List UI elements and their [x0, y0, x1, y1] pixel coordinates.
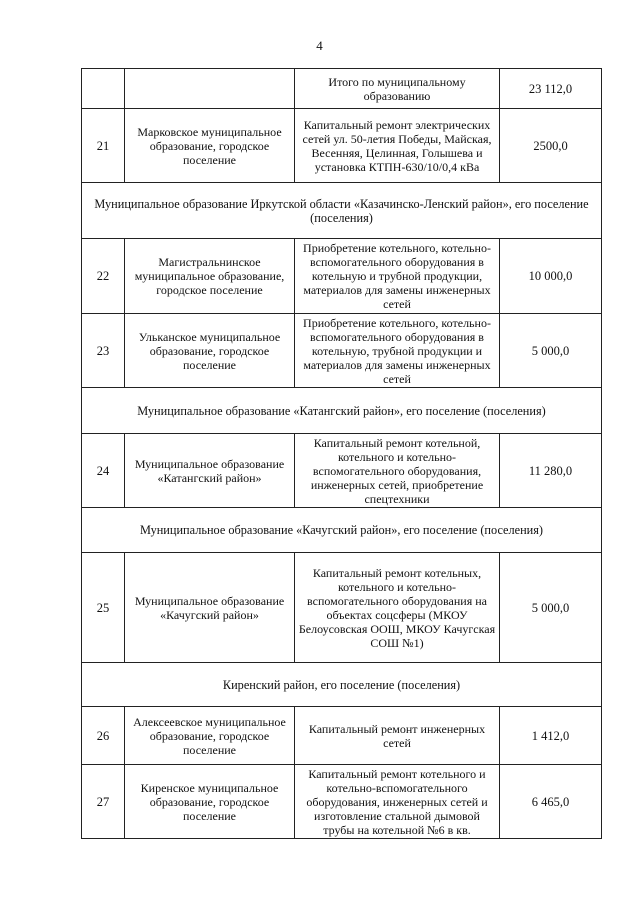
table-row — [82, 69, 602, 109]
section-title: Муниципальное образование Иркутской области «Казачинско-Ленский район», его поселение (поселения) — [82, 183, 602, 239]
funding-amount: 1 412,0 — [500, 707, 602, 765]
work-description: Итого по муниципальному образованию — [295, 69, 500, 109]
funding-amount: 11 280,0 — [500, 434, 602, 508]
funding-table — [81, 68, 602, 839]
work-description: Капитальный ремонт электрических сетей ул. 50-летия Победы, Майская, Весенняя, Целинная, Голышева и установка КТПН-630/10/0,4 кВа — [295, 109, 500, 183]
funding-amount: 5 000,0 — [500, 553, 602, 663]
municipality-name: Киренское муниципальное образование, городское поселение — [125, 765, 295, 839]
table-row — [82, 109, 602, 183]
row-number: 27 — [82, 765, 125, 839]
table-row — [82, 553, 602, 663]
table-row — [82, 314, 602, 388]
municipality-name — [125, 69, 295, 109]
row-number: 21 — [82, 109, 125, 183]
work-description: Капитальный ремонт инженерных сетей — [295, 707, 500, 765]
section-title: Муниципальное образование «Качугский район», его поселение (поселения) — [82, 508, 602, 553]
work-description: Капитальный ремонт котельного и котельно-вспомогательного оборудования, инженерных сетей и изготовление стальной дымовой трубы на котельной №6 в кв. — [295, 765, 500, 839]
municipality-name: Магистральнинское муниципальное образование, городское поселение — [125, 239, 295, 314]
row-number: 22 — [82, 239, 125, 314]
section-title: Киренский район, его поселение (поселения) — [82, 663, 602, 707]
table-row — [82, 434, 602, 508]
row-number: 25 — [82, 553, 125, 663]
municipality-name: Алексеевское муниципальное образование, городское поселение — [125, 707, 295, 765]
row-number: 24 — [82, 434, 125, 508]
table-row — [82, 707, 602, 765]
work-description: Капитальный ремонт котельных, котельного и котельно-вспомогательного оборудования на объектах соцсферы (МКОУ Белоусовская ООШ, МКОУ Качугская СОШ №1) — [295, 553, 500, 663]
page-number: 4 — [316, 38, 323, 53]
funding-amount: 23 112,0 — [500, 69, 602, 109]
funding-amount: 10 000,0 — [500, 239, 602, 314]
municipality-name: Муниципальное образование «Катангский район» — [125, 434, 295, 508]
municipality-name: Марковское муниципальное образование, городское поселение — [125, 109, 295, 183]
municipality-name: Муниципальное образование «Качугский район» — [125, 553, 295, 663]
row-number: 23 — [82, 314, 125, 388]
section-header-row — [82, 388, 602, 434]
row-number: 26 — [82, 707, 125, 765]
section-header-row — [82, 183, 602, 239]
funding-table-body — [82, 69, 602, 839]
funding-amount: 6 465,0 — [500, 765, 602, 839]
section-header-row — [82, 663, 602, 707]
work-description: Капитальный ремонт котельной, котельного и котельно-вспомогательного оборудования, инженерных сетей, приобретение спецтехники — [295, 434, 500, 508]
work-description: Приобретение котельного, котельно-вспомогательного оборудования в котельную и трубной продукции, материалов для замены инженерных сетей — [295, 239, 500, 314]
section-title: Муниципальное образование «Катангский район», его поселение (поселения) — [82, 388, 602, 434]
municipality-name: Ульканское муниципальное образование, городское поселение — [125, 314, 295, 388]
row-number — [82, 69, 125, 109]
funding-amount: 5 000,0 — [500, 314, 602, 388]
table-row — [82, 765, 602, 839]
work-description: Приобретение котельного, котельно-вспомогательного оборудования в котельную, трубной продукции и материалов для замены инженерных сетей — [295, 314, 500, 388]
section-header-row — [82, 508, 602, 553]
funding-amount: 2500,0 — [500, 109, 602, 183]
table-row — [82, 239, 602, 314]
